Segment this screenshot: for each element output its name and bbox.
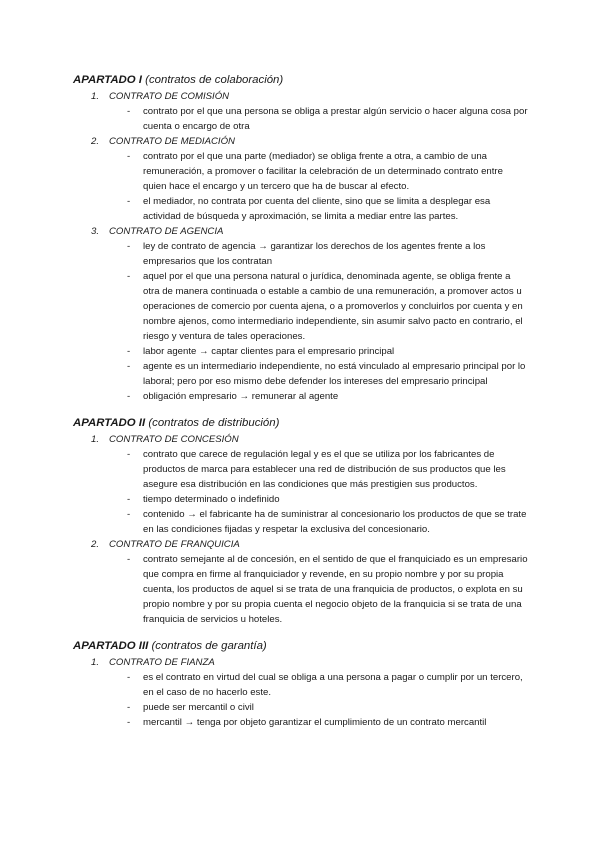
item-text: contrato por el que una persona se obliga a prestar algún servicio o hacer alguna cosa por cuenta o encargo de otra xyxy=(143,106,528,132)
section-subtitle: (contratos de colaboración) xyxy=(145,74,284,86)
contract-title: CONTRATO DE AGENCIA xyxy=(109,226,224,237)
list-item: - contrato que carece de regulación legal y es el que se utiliza por los fabricantes de productos de marca para establecer una red de distribución de sus productos que les asegure esa distribución en las condiciones que más prestigien sus productos. xyxy=(73,447,560,492)
contract-number: 1. xyxy=(91,434,100,445)
contract-number: 2. xyxy=(91,539,100,550)
contract-mediacion xyxy=(73,134,560,224)
contract-title: CONTRATO DE MEDIACIÓN xyxy=(109,136,235,147)
list-item: - ley de contrato de agencia → garantizar los derechos de los agentes frente a los empresarios que los contratan xyxy=(73,239,560,269)
list-item: - aquel por el que una persona natural o jurídica, denominada agente, se obliga frente a otra de manera continuada o estable a cambio de una remuneración, a promover actos u operaciones de comercio por cuenta ajena, o a promoverlos y concluirlos por cuenta y en nombre ajenos, como intermediario independiente, sin asumir salvo pacto en contrario, el riesgo y ventura de tales operaciones. xyxy=(73,269,560,344)
section-apartado-2 xyxy=(73,416,560,627)
contract-franquicia xyxy=(73,537,560,627)
contract-items xyxy=(73,447,560,537)
item-text: tiempo determinado o indefinido xyxy=(143,494,280,505)
contract-comision xyxy=(73,89,560,134)
contract-title: CONTRATO DE FIANZA xyxy=(109,657,215,668)
contract-heading xyxy=(73,89,560,104)
section-heading xyxy=(73,639,560,654)
item-text: labor agente → captar clientes para el empresario principal xyxy=(143,346,395,357)
contract-heading xyxy=(73,224,560,239)
list-item: - contenido → el fabricante ha de suministrar al concesionario los productos de que se trate en las condiciones fijadas y respetar la exclusiva del concesionario. xyxy=(73,507,560,537)
contract-heading xyxy=(73,537,560,552)
list-item: - puede ser mercantil o civil xyxy=(73,700,560,715)
contract-concesion xyxy=(73,432,560,537)
item-text: obligación empresario → remunerar al agente xyxy=(143,391,339,402)
section-title: APARTADO III xyxy=(73,640,149,652)
list-item: - agente es un intermediario independiente, no está vinculado al empresario principal por lo laboral; pero por eso mismo debe defender los intereses del empresario principal xyxy=(73,359,560,389)
item-text: es el contrato en virtud del cual se obliga a una persona a pagar o cumplir por un tercero, en el caso de no hacerlo este. xyxy=(143,672,523,698)
contract-items xyxy=(73,149,560,224)
section-subtitle: (contratos de distribución) xyxy=(148,417,280,429)
item-text: contrato por el que una parte (mediador) se obliga frente a otra, a cambio de una remuneración, a promover o facilitar la celebración de un determinado contrato entre quien hace el encargo y un tercero que ha de buscar al efecto. xyxy=(143,151,503,192)
section-heading xyxy=(73,416,560,431)
section-apartado-3 xyxy=(73,639,560,730)
section-title: APARTADO I xyxy=(73,74,142,86)
contract-title: CONTRATO DE FRANQUICIA xyxy=(109,539,240,550)
contract-number: 1. xyxy=(91,657,100,668)
contract-agencia xyxy=(73,224,560,404)
contract-number: 2. xyxy=(91,136,100,147)
section-apartado-1 xyxy=(73,73,560,404)
item-text: aquel por el que una persona natural o jurídica, denominada agente, se obliga frente a otra de manera continuada o estable a cambio de una remuneración, a promover actos u operaciones de comercio por cuenta ajena, o a promoverlos y concluirlos por cuenta y en nombre ajenos, como intermediario independiente, sin asumir salvo pacto en contrario, el riesgo y ventura de tales operaciones. xyxy=(143,271,523,342)
list-item: - contrato por el que una parte (mediador) se obliga frente a otra, a cambio de una remuneración, a promover o facilitar la celebración de un determinado contrato entre quien hace el encargo y un tercero que ha de buscar al efecto. xyxy=(73,149,560,194)
contract-items xyxy=(73,552,560,627)
list-item: - contrato por el que una persona se obliga a prestar algún servicio o hacer alguna cosa por cuenta o encargo de otra xyxy=(127,106,528,132)
list-item: - tiempo determinado o indefinido xyxy=(73,492,560,507)
item-text: agente es un intermediario independiente, no está vinculado al empresario principal por lo laboral; pero por eso mismo debe defender los intereses del empresario principal xyxy=(143,361,526,387)
contract-title: CONTRATO DE COMISIÓN xyxy=(109,91,230,102)
item-text: puede ser mercantil o civil xyxy=(143,702,254,713)
list-item: - labor agente → captar clientes para el empresario principal xyxy=(73,344,560,359)
list-item: - obligación empresario → remunerar al agente xyxy=(73,389,560,404)
contract-title: CONTRATO DE CONCESIÓN xyxy=(109,434,239,445)
list-item: - el mediador, no contrata por cuenta del cliente, sino que se limita a desplegar esa actividad de búsqueda y aproximación, se limita a mediar entre las partes. xyxy=(73,194,560,224)
contract-heading xyxy=(73,432,560,447)
section-heading xyxy=(73,73,560,88)
contract-number: 1. xyxy=(91,91,100,102)
item-text: el mediador, no contrata por cuenta del cliente, sino que se limita a desplegar esa actividad de búsqueda y aproximación, se limita a mediar entre las partes. xyxy=(143,196,491,222)
item-text: contrato semejante al de concesión, en el sentido de que el franquiciado es un empresario que compra en firme al franquiciador y revende, en su propio nombre y por su propia cuenta, los productos de aquel si se trata de una franquicia de productos, o explota en su propio nombre y por su propia cuenta el negocio objeto de la franquicia si se trata de una franquicia de servicios u hoteles. xyxy=(143,554,528,625)
contract-items xyxy=(73,670,560,730)
contract-heading xyxy=(73,134,560,149)
contract-fianza xyxy=(73,655,560,730)
contract-number: 3. xyxy=(91,226,100,237)
list-item: - es el contrato en virtud del cual se obliga a una persona a pagar o cumplir por un tercero, en el caso de no hacerlo este. xyxy=(73,670,560,700)
list-item: - mercantil → tenga por objeto garantizar el cumplimiento de un contrato mercantil xyxy=(73,715,560,730)
contract-items xyxy=(73,239,560,404)
item-text: ley de contrato de agencia → garantizar los derechos de los agentes frente a los empresarios que los contratan xyxy=(143,241,486,267)
contract-items xyxy=(73,104,560,134)
list-item: - contrato semejante al de concesión, en el sentido de que el franquiciado es un empresario que compra en firme al franquiciador y revende, en su propio nombre y por su propia cuenta, los productos de aquel si se trata de una franquicia de productos, o explota en su propio nombre y por su propia cuenta el negocio objeto de la franquicia si se trata de una franquicia de servicios u hoteles. xyxy=(127,554,528,625)
item-text: contrato que carece de regulación legal y es el que se utiliza por los fabricantes de productos de marca para establecer una red de distribución de sus productos que les asegure esa distribución en las condiciones que más prestigien sus productos. xyxy=(143,449,506,490)
item-text: mercantil → tenga por objeto garantizar el cumplimiento de un contrato mercantil xyxy=(143,717,487,728)
contract-heading xyxy=(73,655,560,670)
section-subtitle: (contratos de garantía) xyxy=(151,640,267,652)
section-title: APARTADO II xyxy=(73,417,146,429)
item-text: contenido → el fabricante ha de suministrar al concesionario los productos de que se trate en las condiciones fijadas y respetar la exclusiva del concesionario. xyxy=(143,509,527,535)
